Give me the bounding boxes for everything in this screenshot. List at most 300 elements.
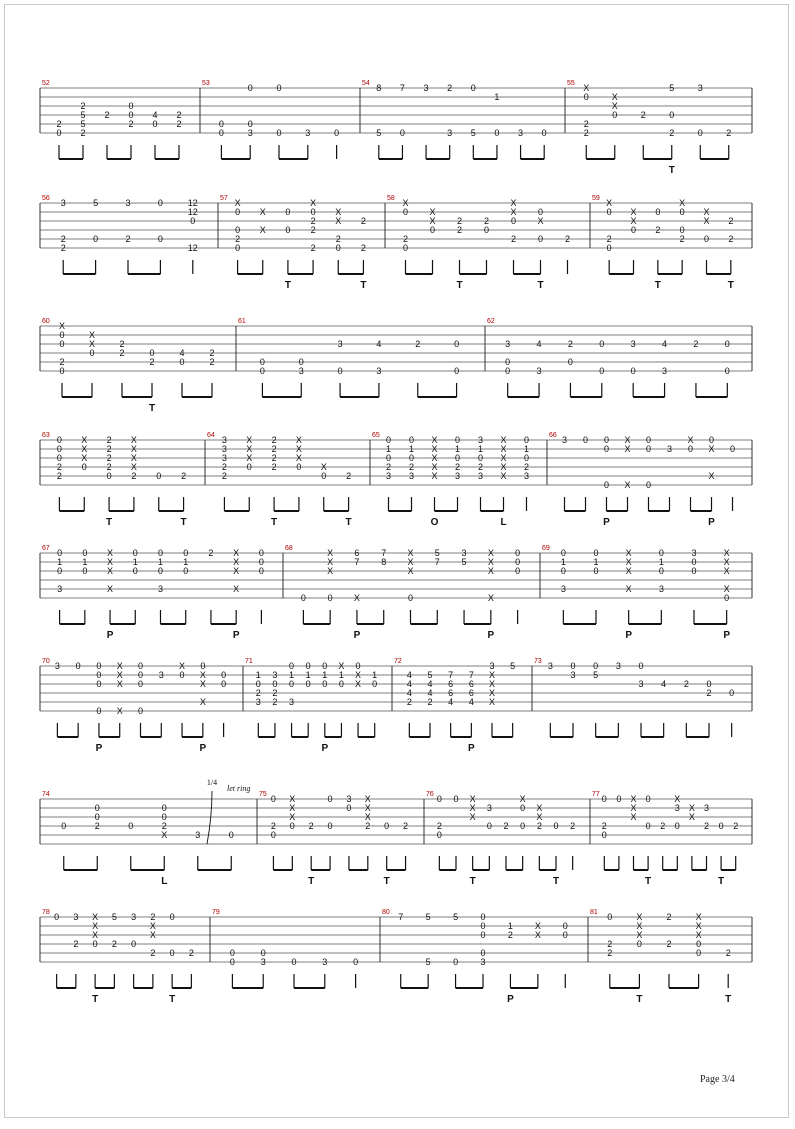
fret-number: 12: [187, 198, 198, 208]
technique-mark: T: [360, 280, 367, 291]
fret-number: 0: [291, 957, 297, 967]
fret-number: 2: [60, 243, 66, 253]
fret-number: 0: [258, 566, 264, 576]
fret-number: X: [92, 921, 99, 931]
fret-number: 8: [376, 83, 382, 93]
fret-number: X: [723, 548, 730, 558]
fret-number: 2: [456, 216, 463, 226]
fret-number: X: [469, 803, 476, 813]
fret-number: X: [500, 453, 507, 463]
fret-number: 4: [179, 348, 185, 358]
fret-number: 0: [691, 566, 697, 576]
bar-number: 62: [487, 318, 495, 325]
technique-mark: T: [284, 280, 291, 291]
fret-number: 2: [683, 679, 689, 689]
fret-number: 3: [247, 128, 253, 138]
fret-number: 0: [560, 548, 566, 558]
fret-number: X: [431, 462, 438, 472]
fret-number: X: [107, 566, 114, 576]
fret-number: 1: [385, 444, 392, 454]
fret-number: 0: [601, 830, 607, 840]
fret-number: 0: [94, 803, 100, 813]
fret-number: X: [488, 679, 496, 689]
fret-number: 7: [434, 557, 440, 567]
fret-number: 0: [247, 119, 253, 129]
fret-number: 0: [372, 679, 378, 689]
fret-number: 6: [468, 679, 474, 689]
fret-number: 2: [270, 821, 276, 831]
fret-number: X: [510, 207, 517, 217]
fret-number: X: [338, 661, 345, 671]
fret-number: 2: [106, 453, 112, 463]
fret-number: 0: [57, 566, 63, 576]
fret-number: 2: [119, 348, 125, 358]
fret-number: 0: [296, 462, 302, 472]
bar-number: 80: [382, 909, 390, 916]
fret-number: 3: [255, 697, 261, 707]
fret-number: X: [335, 207, 342, 217]
fret-number: 0: [322, 661, 328, 671]
fret-number: 3: [221, 444, 227, 454]
fret-number: X: [295, 444, 302, 454]
fret-number: 0: [96, 706, 102, 716]
fret-number: X: [310, 198, 317, 208]
fret-number: 0: [612, 110, 618, 120]
fret-number: X: [402, 198, 409, 208]
fret-number: 0: [289, 661, 295, 671]
fret-number: 0: [56, 128, 62, 138]
fret-number: 3: [376, 366, 382, 376]
technique-mark: T: [537, 280, 544, 291]
bar-number: 56: [42, 195, 50, 202]
bar-number: 52: [42, 80, 50, 87]
fret-number: X: [708, 444, 715, 454]
fret-number: X: [431, 453, 438, 463]
fret-number: 0: [56, 444, 62, 454]
fret-number: 0: [218, 119, 224, 129]
fret-number: 2: [73, 939, 79, 949]
fret-number: 0: [157, 548, 164, 558]
fret-number: 0: [520, 803, 526, 813]
fret-number: 3: [523, 471, 530, 481]
fret-number: 1: [322, 670, 328, 680]
fret-number: 3: [125, 198, 131, 208]
fret-number: 0: [520, 821, 526, 831]
fret-number: X: [179, 661, 186, 671]
fret-number: X: [355, 670, 362, 680]
fret-number: 2: [607, 948, 613, 958]
bar-number: 57: [220, 195, 228, 202]
fret-number: 0: [436, 830, 442, 840]
fret-number: 2: [510, 234, 517, 244]
fret-number: 0: [229, 957, 235, 967]
fret-number: 6: [354, 548, 360, 558]
bar-number: 73: [534, 658, 542, 665]
fret-number: 4: [448, 697, 454, 707]
fret-number: 4: [536, 339, 542, 349]
fret-number: 2: [570, 821, 576, 831]
fret-number: 0: [669, 110, 675, 120]
bar-number: 64: [207, 432, 215, 439]
fret-number: 0: [480, 948, 486, 958]
fret-number: X: [537, 216, 544, 226]
technique-mark: P: [603, 517, 610, 528]
fret-number: 0: [258, 557, 264, 567]
fret-number: 2: [56, 462, 62, 472]
fret-number: 1: [494, 92, 500, 102]
fret-number: 2: [408, 462, 415, 472]
fret-number: 0: [515, 566, 521, 576]
fret-number: 0: [285, 207, 291, 217]
fret-number: 4: [661, 679, 667, 689]
fret-number: 1: [57, 557, 63, 567]
fret-number: 0: [679, 225, 685, 235]
fret-number: X: [92, 930, 99, 940]
fret-number: X: [674, 794, 681, 804]
fret-number: 0: [606, 207, 612, 217]
fret-number: 3: [131, 912, 137, 922]
fret-number: 3: [54, 661, 60, 671]
fret-number: 0: [54, 912, 60, 922]
fret-number: X: [611, 101, 618, 111]
fret-number: 0: [260, 948, 266, 958]
fret-number: 0: [59, 366, 65, 376]
fret-number: X: [289, 812, 296, 822]
fret-number: 0: [276, 83, 282, 93]
bar-number: 60: [42, 318, 50, 325]
fret-number: X: [636, 912, 643, 922]
fret-number: 0: [436, 794, 442, 804]
fret-number: 2: [176, 110, 182, 120]
fret-number: X: [116, 661, 123, 671]
fret-number: 5: [80, 110, 86, 120]
fret-number: 0: [338, 679, 344, 689]
fret-number: 0: [285, 225, 291, 235]
fret-number: 1: [477, 444, 484, 454]
fret-number: 2: [119, 339, 125, 349]
fret-number: X: [488, 688, 496, 698]
bar-number: 81: [590, 909, 598, 916]
fret-number: X: [130, 462, 137, 472]
fret-number: X: [107, 548, 114, 558]
fret-number: 0: [93, 234, 99, 244]
fret-number: 0: [384, 821, 390, 831]
fret-number: 0: [658, 548, 664, 558]
fret-number: 0: [190, 216, 196, 226]
fret-number: 2: [255, 688, 261, 698]
fret-number: 0: [593, 566, 599, 576]
fret-number: 6: [468, 688, 474, 698]
bar-number: 58: [387, 195, 395, 202]
fret-number: X: [636, 930, 643, 940]
fret-number: 3: [157, 584, 164, 594]
fret-number: 4: [376, 339, 382, 349]
fret-number: 4: [427, 679, 433, 689]
fret-number: 0: [429, 225, 436, 235]
fret-number: 5: [425, 957, 431, 967]
fret-number: 2: [427, 697, 433, 707]
fret-number: X: [92, 912, 99, 922]
fret-number: 2: [567, 339, 573, 349]
fret-number: 0: [57, 548, 63, 558]
fret-number: X: [161, 830, 168, 840]
fret-number: X: [630, 812, 637, 822]
fret-number: X: [407, 566, 414, 576]
fret-number: 0: [706, 679, 712, 689]
technique-mark: P: [708, 517, 715, 528]
fret-number: 0: [593, 661, 599, 671]
fret-number: 0: [179, 670, 185, 680]
fret-number: 3: [60, 198, 66, 208]
fret-number: 2: [640, 110, 646, 120]
fret-number: 2: [693, 339, 699, 349]
fret-number: 0: [327, 593, 333, 603]
fret-number: 0: [82, 566, 88, 576]
fret-number: X: [500, 462, 507, 472]
fret-number: 0: [59, 330, 65, 340]
fret-number: 1: [82, 557, 88, 567]
fret-number: 0: [96, 670, 102, 680]
bar-number: 71: [245, 658, 253, 665]
fret-number: X: [630, 207, 637, 217]
bar-number: 76: [426, 791, 434, 798]
technique-mark: T: [718, 876, 725, 887]
fret-number: 2: [666, 939, 672, 949]
fret-number: 0: [310, 207, 316, 217]
fret-number: 3: [337, 339, 343, 349]
fret-number: 0: [454, 453, 461, 463]
bar-number: 72: [394, 658, 402, 665]
fret-number: 1: [255, 670, 261, 680]
fret-number: X: [107, 584, 114, 594]
fret-number: 0: [61, 821, 67, 831]
fret-number: 0: [402, 243, 409, 253]
fret-number: 1: [338, 670, 344, 680]
fret-number: X: [234, 198, 241, 208]
fret-number: 0: [161, 812, 167, 822]
fret-number: 0: [655, 207, 661, 217]
technique-mark: T: [456, 280, 463, 291]
fret-number: 0: [724, 593, 730, 603]
fret-number: 0: [157, 566, 164, 576]
fret-number: 0: [327, 794, 333, 804]
fret-number: X: [320, 462, 327, 472]
fret-number: X: [703, 207, 710, 217]
technique-mark: P: [95, 743, 103, 754]
fret-number: X: [723, 557, 730, 567]
fret-number: X: [199, 697, 206, 707]
fret-number: X: [233, 557, 240, 567]
fret-number: 0: [221, 670, 227, 680]
fret-number: 0: [645, 480, 652, 490]
fret-number: 0: [510, 216, 517, 226]
fret-number: X: [625, 557, 632, 567]
bar-number: 68: [285, 545, 293, 552]
fret-number: X: [149, 930, 156, 940]
fret-number: 0: [337, 366, 343, 376]
fret-number: 3: [57, 584, 63, 594]
fret-number: 0: [128, 821, 134, 831]
fret-number: 5: [376, 128, 382, 138]
fret-number: 0: [137, 679, 144, 689]
bar-number: 61: [238, 318, 246, 325]
bar-number: 70: [42, 658, 50, 665]
fret-number: 0: [494, 128, 500, 138]
fret-number: 5: [425, 912, 431, 922]
fret-number: 0: [89, 348, 95, 358]
fret-number: 3: [630, 339, 636, 349]
fret-number: X: [289, 794, 296, 804]
fret-number: X: [407, 557, 414, 567]
fret-number: 0: [696, 948, 702, 958]
fret-number: 0: [169, 948, 175, 958]
fret-number: 0: [408, 453, 415, 463]
fret-number: X: [500, 444, 507, 454]
fret-number: 0: [537, 234, 544, 244]
fret-number: 3: [221, 453, 227, 463]
fret-number: 2: [271, 462, 277, 472]
fret-number: 3: [505, 339, 511, 349]
technique-mark: T: [92, 994, 99, 1005]
fret-number: 1: [523, 444, 530, 454]
fret-number: 0: [562, 930, 568, 940]
fret-number: 2: [310, 216, 316, 226]
fret-number: 0: [729, 688, 735, 698]
fret-number: 0: [81, 462, 87, 472]
fret-number: X: [58, 321, 66, 331]
fret-number: 0: [258, 548, 264, 558]
fret-number: 0: [724, 366, 730, 376]
fret-number: 0: [606, 243, 612, 253]
fret-number: 0: [593, 548, 599, 558]
fret-number: 2: [679, 234, 685, 244]
fret-number: X: [723, 584, 730, 594]
fret-number: 0: [298, 357, 304, 367]
fret-number: 2: [310, 243, 316, 253]
fret-number: 0: [321, 471, 327, 481]
fret-number: X: [246, 435, 253, 445]
fret-number: 3: [346, 794, 352, 804]
fret-number: 2: [221, 462, 227, 472]
fret-number: X: [88, 339, 96, 349]
fret-number: X: [695, 921, 702, 931]
fret-number: 0: [599, 339, 605, 349]
fret-number: 2: [454, 462, 461, 472]
fret-number: 0: [106, 471, 112, 481]
fret-number: 0: [334, 128, 340, 138]
fret-number: 0: [453, 957, 459, 967]
fret-number: 0: [582, 435, 589, 445]
fret-number: 0: [96, 661, 102, 671]
fret-number: 4: [662, 339, 668, 349]
fret-number: 0: [483, 225, 490, 235]
fret-number: 0: [523, 453, 530, 463]
fret-number: 2: [208, 548, 214, 558]
fret-number: X: [630, 803, 637, 813]
technique-mark: P: [106, 630, 114, 641]
technique-mark: P: [723, 630, 731, 641]
fret-number: X: [487, 548, 494, 558]
fret-number: 0: [408, 435, 415, 445]
fret-number: 12: [187, 243, 198, 253]
fret-number: 3: [489, 661, 495, 671]
fret-number: 3: [477, 435, 484, 445]
technique-mark: P: [487, 630, 495, 641]
fret-number: X: [723, 566, 730, 576]
fret-number: 7: [448, 670, 454, 680]
fret-number: 0: [486, 821, 492, 831]
fret-number: 0: [200, 661, 206, 671]
fret-number: 2: [59, 357, 65, 367]
fret-number: 5: [510, 661, 516, 671]
fret-number: 2: [403, 821, 409, 831]
fret-number: 5: [470, 128, 476, 138]
fret-number: 5: [453, 912, 459, 922]
fret-number: X: [487, 566, 494, 576]
technique-mark: T: [169, 994, 176, 1005]
fret-number: 0: [157, 234, 163, 244]
fret-number: 2: [310, 225, 316, 235]
fret-number: 0: [679, 207, 685, 217]
fret-number: X: [233, 584, 240, 594]
fret-number: 2: [583, 128, 589, 138]
fret-number: X: [130, 453, 137, 463]
fret-number: 0: [399, 128, 405, 138]
fret-number: 5: [427, 670, 433, 680]
fret-number: X: [259, 207, 266, 217]
fret-number: 0: [289, 821, 295, 831]
let-ring-label: let ring: [227, 784, 251, 793]
fret-number: X: [519, 794, 526, 804]
fret-number: 0: [553, 821, 559, 831]
fret-number: 3: [477, 471, 484, 481]
fret-number: 2: [728, 216, 734, 226]
bar-number: 67: [42, 545, 50, 552]
fret-number: 2: [235, 234, 241, 244]
fret-number: X: [130, 444, 137, 454]
fret-number: X: [295, 453, 302, 463]
fret-number: 0: [218, 128, 224, 138]
technique-mark: T: [469, 876, 476, 887]
fret-number: 0: [305, 679, 311, 689]
fret-number: X: [289, 803, 296, 813]
fret-number: 0: [603, 480, 610, 490]
fret-number: 0: [630, 366, 636, 376]
fret-number: 0: [603, 435, 610, 445]
fret-number: X: [327, 548, 334, 558]
fret-number: 0: [183, 566, 189, 576]
fret-number: X: [611, 92, 618, 102]
fret-number: 2: [726, 128, 732, 138]
technique-mark: T: [645, 876, 652, 887]
bar-number: 77: [592, 791, 600, 798]
fret-number: X: [233, 566, 240, 576]
fret-number: 0: [335, 243, 341, 253]
fret-number: X: [335, 216, 342, 226]
fret-number: 0: [75, 661, 81, 671]
fret-number: 2: [666, 912, 672, 922]
fret-number: X: [431, 471, 438, 481]
fret-number: X: [625, 584, 632, 594]
fret-number: 0: [272, 679, 278, 689]
fret-number: 0: [137, 706, 144, 716]
fret-number: 2: [308, 821, 314, 831]
fret-number: 2: [406, 697, 412, 707]
fret-number: X: [583, 83, 590, 93]
fret-number: 3: [486, 803, 492, 813]
technique-mark: P: [321, 743, 329, 754]
fret-number: 2: [728, 234, 734, 244]
